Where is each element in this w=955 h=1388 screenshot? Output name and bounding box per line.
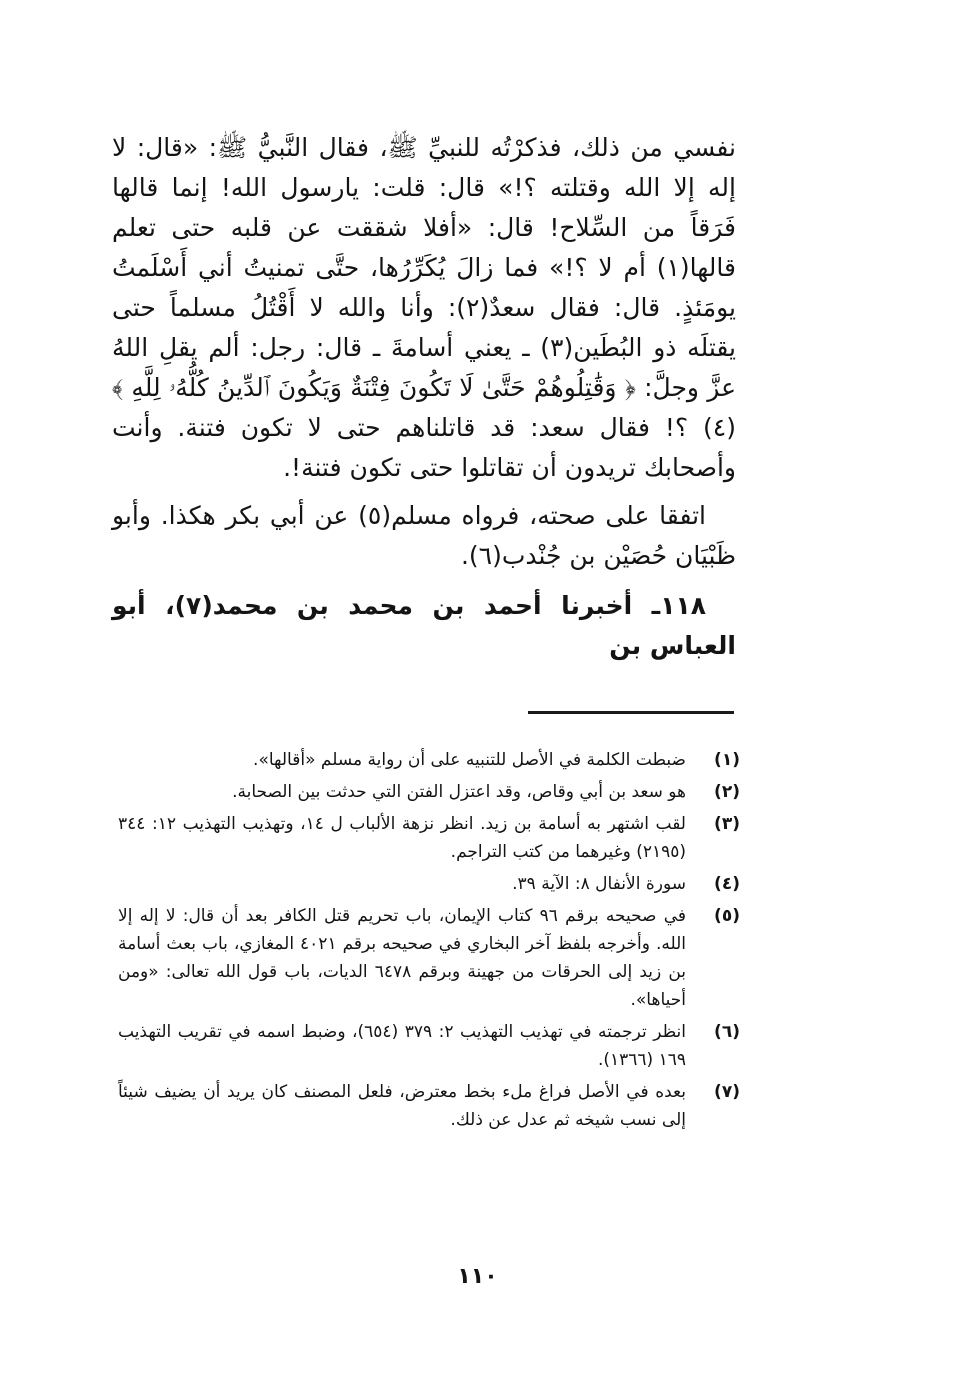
footnote-number: (٥) (714, 906, 740, 926)
footnote-3 (118, 810, 740, 866)
footnote-5 (118, 902, 740, 1014)
footnote-text: انظر ترجمته في تهذيب التهذيب ٢: ٣٧٩ (٦٥٤)، وضبط اسمه في تقريب التهذيب ١٦٩ (١٣٦٦). (118, 1022, 687, 1070)
takhrij-paragraph: اتفقا على صحته، فرواه مسلم(٥) عن أبي بكر هكذا. وأبو ظَبْيَان حُصَيْن بن جُنْدب(٦). (112, 501, 736, 570)
hadith-paragraph: نفسي من ذلك، فذكرْتُه للنبيِّ ﷺ، فقال النَّبيُّ ﷺ: «قال: لا إله إلا الله وقتلته ؟!» قال: قلت: يارسول الله! إنما قالها فَرَقاً من السِّلاح! قال: «أفلا شققت عن قلبه حتى تعلم قالها(١) أم لا ؟!» فما زالَ يُكَرِّرُها، حتَّى تمنيتُ أني أَسْلَمتُ يومَئذٍ. قال: فقال سعدٌ(٢): وأنا والله لا أَقْتُلُ مسلماً حتى يقتلَه ذو البُطَين(٣) ـ يعني أسامةَ ـ قال: رجل: ألم يقلِ اللهُ عزَّ وجلَّ: ﴿ وَقَٰتِلُوهُمْ حَتَّىٰ لَا تَكُونَ فِتْنَةٌ وَيَكُونَ ٱلدِّينُ كُلُّهُۥ لِلَّهِ ﴾(٤) ؟! فقال سعد: قد قاتلناهم حتى لا تكون فتنة. وأنت وأصحابك تريدون أن تقاتلوا حتى تكون فتنة!. (112, 133, 736, 482)
footnote-2 (118, 778, 740, 806)
footnote-text: سورة الأنفال ٨: الآية ٣٩. (512, 874, 686, 894)
page-number: ١١٠ (457, 1264, 498, 1289)
footnote-1 (118, 746, 740, 774)
footnote-text: هو سعد بن أبي وقاص، وقد اعتزل الفتن التي حدثت بين الصحابة. (232, 782, 686, 802)
footnote-number: (٦) (714, 1022, 740, 1042)
footnotes (118, 746, 740, 1138)
footnote-text: في صحيحه برقم ٩٦ كتاب الإيمان، باب تحريم قتل الكافر بعد أن قال: لا إله إلا الله. وأخرجه بلفظ آخر البخاري في صحيحه برقم ٤٠٢١ المغازي، باب بعث أسامة بن زيد إلى الحرقات من جهينة وبرقم ٦٤٧٨ الديات، باب قول الله تعالى: «ومن أحياها». (118, 906, 686, 1010)
hadith-118-heading: ١١٨ـ أخبرنا أحمد بن محمد بن محمد(٧)، أبو العباس بن (112, 591, 736, 660)
footnote-number: (٢) (714, 782, 740, 802)
footnote-number: (٤) (714, 874, 740, 894)
footnote-number: (٣) (714, 814, 740, 834)
footnote-separator (528, 711, 734, 714)
footnote-4 (118, 870, 740, 898)
footnote-text: لقب اشتهر به أسامة بن زيد. انظر نزهة الألباب ل ١٤، وتهذيب التهذيب ١٢: ٣٤٤ (٢١٩٥) وغيرهما من كتب التراجم. (118, 814, 686, 862)
main-text (112, 128, 736, 666)
footnote-7 (118, 1078, 740, 1134)
footnote-text: ضبطت الكلمة في الأصل للتنبيه على أن رواية مسلم «أقالها». (253, 750, 686, 770)
footnote-6 (118, 1018, 740, 1074)
footnote-text: بعده في الأصل فراغ ملء بخط معترض، فلعل المصنف كان يريد أن يضيف شيئاً إلى نسب شيخه ثم عدل عن ذلك. (118, 1082, 686, 1130)
footnote-number: (١) (714, 750, 740, 770)
footnote-number: (٧) (714, 1082, 740, 1102)
